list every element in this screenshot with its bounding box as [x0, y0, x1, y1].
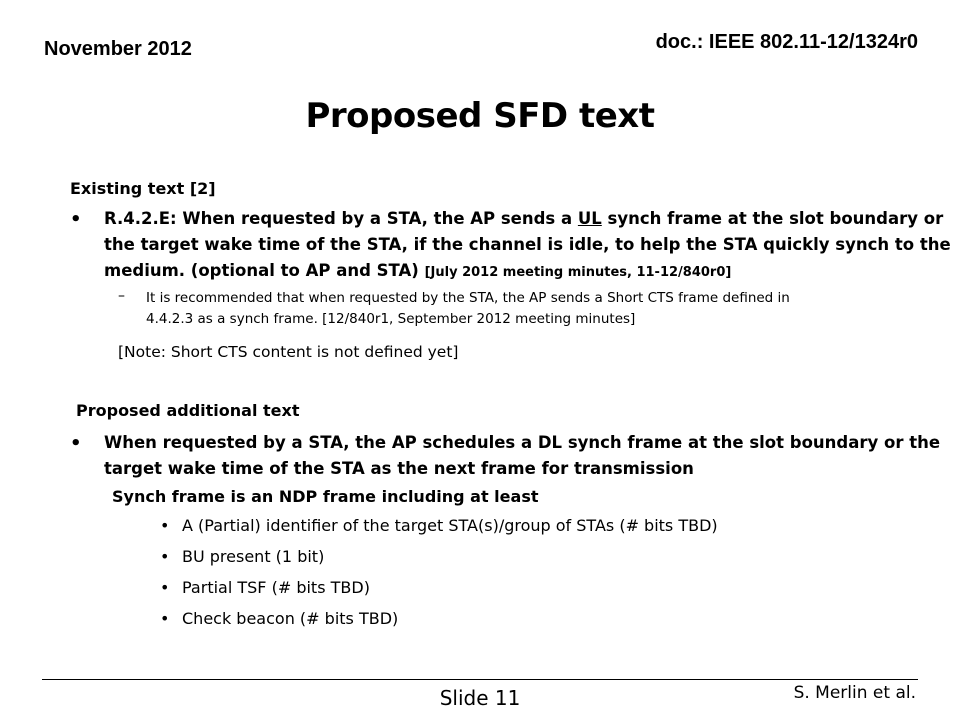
synch-field-bullet: • [160, 516, 170, 535]
synch-field-label: A (Partial) identifier of the target STA(s)/group of STAs (# bits TBD) [182, 516, 718, 535]
existing-bullet-marker: • [70, 209, 82, 230]
header-doc-id: doc.: IEEE 802.11-12/1324r0 [655, 31, 918, 53]
existing-sub-line1: It is recommended that when requested by the STA, the AP sends a Short CTS frame defined in [146, 290, 790, 306]
proposed-bullet-marker: • [70, 433, 82, 454]
proposed-heading: Proposed additional text [76, 401, 300, 420]
existing-sub-marker: – [118, 288, 125, 304]
synch-field-label: Partial TSF (# bits TBD) [182, 578, 370, 597]
synch-field-label: Check beacon (# bits TBD) [182, 609, 399, 628]
footer-divider [42, 679, 918, 680]
existing-bullet-line2-b: help the STA quickly synch to the [634, 235, 951, 254]
header-date: November 2012 [44, 38, 192, 60]
synch-field-bullet: • [160, 578, 170, 597]
existing-bullet-line2-a: the target wake time of the STA, if the channel is idle, to [104, 235, 635, 254]
slide-number: Slide 11 [439, 686, 521, 710]
existing-sub-line2: 4.4.2.3 as a synch frame. [12/840r1, September 2012 meeting minutes] [146, 311, 636, 327]
slide-title: Proposed SFD text [305, 96, 655, 136]
existing-heading: Existing text [2] [70, 179, 216, 198]
synch-field-item [160, 578, 880, 609]
existing-bullet-line3 [104, 258, 904, 286]
synch-field-bullet: • [160, 547, 170, 566]
existing-bullet-line3-main: medium. (optional to AP and STA) [104, 261, 425, 280]
synch-intro: Synch frame is an NDP frame including at least [112, 487, 539, 506]
synch-field-list [160, 516, 880, 640]
synch-field-bullet: • [160, 609, 170, 628]
proposed-bullet-line1: When requested by a STA, the AP schedules a DL synch frame at the slot boundary or the [104, 433, 941, 452]
existing-bullet-text [104, 206, 951, 286]
existing-bullet-ref: [July 2012 meeting minutes, 11-12/840r0] [424, 265, 732, 280]
synch-field-label: BU present (1 bit) [182, 547, 325, 566]
existing-note: [Note: Short CTS content is not defined yet] [118, 343, 459, 361]
existing-bullet-line2 [104, 232, 951, 258]
synch-field-item [160, 609, 880, 640]
existing-bullet-line1-a: R.4.2.E: When requested by a STA, the AP sends a [104, 209, 578, 228]
existing-bullet-line1 [104, 206, 944, 232]
proposed-bullet-line2: target wake time of the STA as the next frame for transmission [104, 459, 694, 478]
existing-sub-bullet [146, 288, 906, 330]
synch-field-item [160, 547, 880, 578]
existing-bullet-line1-b: synch frame at the slot boundary or [601, 209, 944, 228]
proposed-bullet-text [104, 430, 941, 482]
footer-author: S. Merlin et al. [793, 683, 916, 703]
existing-bullet-ul-word: UL [577, 209, 602, 228]
synch-field-item [160, 516, 880, 547]
